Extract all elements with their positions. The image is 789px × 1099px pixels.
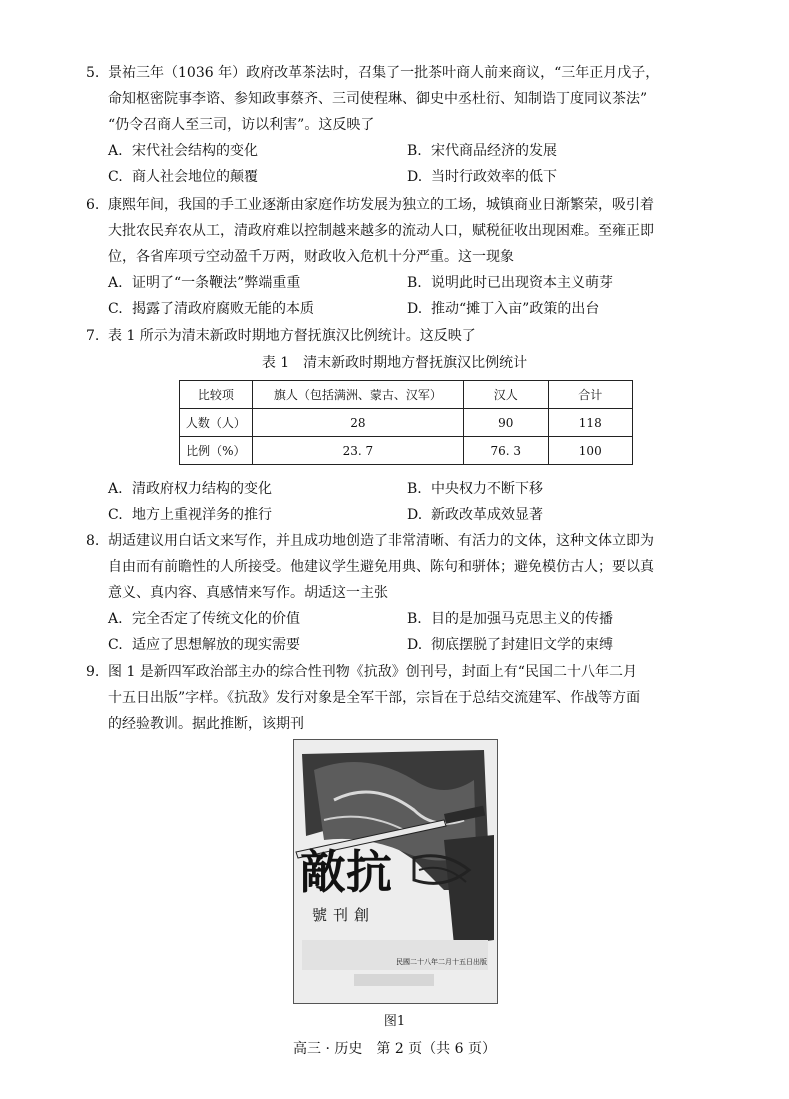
option-d[interactable]: D. 彻底摆脱了封建旧文学的束缚	[407, 637, 613, 653]
option-c[interactable]: C. 适应了思想解放的现实需要	[108, 637, 300, 653]
stem-line: 十五日出版”字样。《抗敌》发行对象是全军干部，宗旨在于总结交流建军、作战等方面	[108, 690, 641, 706]
option-a[interactable]: A. 宋代社会结构的变化	[108, 143, 258, 159]
table-row	[180, 409, 633, 437]
question-7-options	[86, 476, 706, 528]
stem-line: 位，各省库项亏空动盈千万两，财政收入危机十分严重。这一现象	[108, 249, 514, 265]
option-b[interactable]: B. 中央权力不断下移	[407, 481, 543, 497]
option-d[interactable]: D. 当时行政效率的低下	[407, 169, 557, 185]
question-6	[86, 192, 706, 322]
stem-line: 自由而有前瞻性的人所接受。他建议学生避免用典、陈句和骈体；避免模仿古人；要以真	[108, 559, 654, 575]
option-d[interactable]: D. 推动“摊丁入亩”政策的出台	[407, 301, 600, 317]
table-header-cell: 汉人	[464, 381, 548, 409]
magazine-cover-image	[294, 740, 497, 1003]
question-number: 5.	[86, 65, 100, 81]
option-c[interactable]: C. 商人社会地位的颠覆	[108, 169, 258, 185]
stem-line: 胡适建议用白话文来写作，并且成功地创造了非常清晰、有活力的文体，这种文体立即为	[108, 533, 654, 549]
question-7	[86, 323, 706, 349]
stem-line: 意义、真内容、真感情来写作。胡适这一主张	[108, 585, 388, 601]
question-number: 9.	[86, 664, 100, 680]
table-cell: 28	[252, 409, 463, 437]
cover-title: 敵抗	[300, 845, 392, 899]
cover-publish-date: 民國二十八年二月十五日出版	[396, 958, 487, 966]
cover-subtitle: 號刊創	[312, 906, 376, 924]
options	[108, 606, 706, 658]
stem-line: 的经验教训。据此推断，该期刊	[108, 716, 304, 732]
magazine-cover-figure	[293, 739, 498, 1004]
stem-line: 大批农民弃农从工，清政府难以控制越来越多的流动人口，赋税征收出现困难。至雍正即	[108, 223, 654, 239]
stem-line: 景祐三年（1036 年）政府改革茶法时，召集了一批茶叶商人前来商议，“三年正月戊子，	[108, 65, 660, 81]
page-footer: 高三 · 历史 第 2 页（共 6 页）	[293, 1041, 496, 1057]
stem-line: 命知枢密院事李谘、参知政事蔡齐、三司使程琳、御史中丞杜衍、知制诰丁度同议茶法”	[108, 91, 648, 107]
table-cell: 比例（%）	[180, 437, 253, 465]
question-number: 8.	[86, 533, 100, 549]
figure-caption: 图1	[383, 1014, 406, 1029]
question-number: 7.	[86, 328, 100, 344]
question-8	[86, 528, 706, 658]
question-9	[86, 659, 706, 737]
option-c[interactable]: C. 揭露了清政府腐败无能的本质	[108, 301, 314, 317]
table-header-row	[180, 381, 633, 409]
table-cell: 76. 3	[464, 437, 548, 465]
table-cell: 人数（人）	[180, 409, 253, 437]
option-c[interactable]: C. 地方上重视洋务的推行	[108, 507, 272, 523]
options	[108, 270, 706, 322]
option-a[interactable]: A. 证明了“一条鞭法”弊端重重	[108, 275, 301, 291]
table-cell: 23. 7	[252, 437, 463, 465]
stem-line: 康熙年间，我国的手工业逐渐由家庭作坊发展为独立的工场，城镇商业日渐繁荣，吸引着	[108, 197, 654, 213]
data-table	[179, 380, 633, 465]
stem-line: “仍令召商人至三司，访以利害”。这反映了	[108, 117, 375, 133]
table-cell: 100	[548, 437, 633, 465]
option-a[interactable]: A. 完全否定了传统文化的价值	[108, 611, 300, 627]
options	[108, 476, 706, 528]
options	[108, 138, 706, 190]
option-d[interactable]: D. 新政改革成效显著	[407, 507, 543, 523]
stem-line: 图 1 是新四军政治部主办的综合性刊物《抗敌》创刊号，封面上有“民国二十八年二月	[108, 664, 637, 680]
table-header-cell: 旗人（包括满洲、蒙古、汉军）	[252, 381, 463, 409]
table-header-cell: 比较项	[180, 381, 253, 409]
table-cell: 90	[464, 409, 548, 437]
table-title: 表 1 清末新政时期地方督抚旗汉比例统计	[261, 355, 528, 371]
option-b[interactable]: B. 说明此时已出现资本主义萌芽	[407, 275, 613, 291]
question-number: 6.	[86, 197, 100, 213]
option-a[interactable]: A. 清政府权力结构的变化	[108, 481, 272, 497]
option-b[interactable]: B. 目的是加强马克思主义的传播	[407, 611, 613, 627]
question-5	[86, 60, 706, 190]
option-b[interactable]: B. 宋代商品经济的发展	[407, 143, 557, 159]
table-header-cell: 合计	[548, 381, 633, 409]
stem-line: 表 1 所示为清末新政时期地方督抚旗汉比例统计。这反映了	[108, 328, 476, 344]
table-row	[180, 437, 633, 465]
table-cell: 118	[548, 409, 633, 437]
